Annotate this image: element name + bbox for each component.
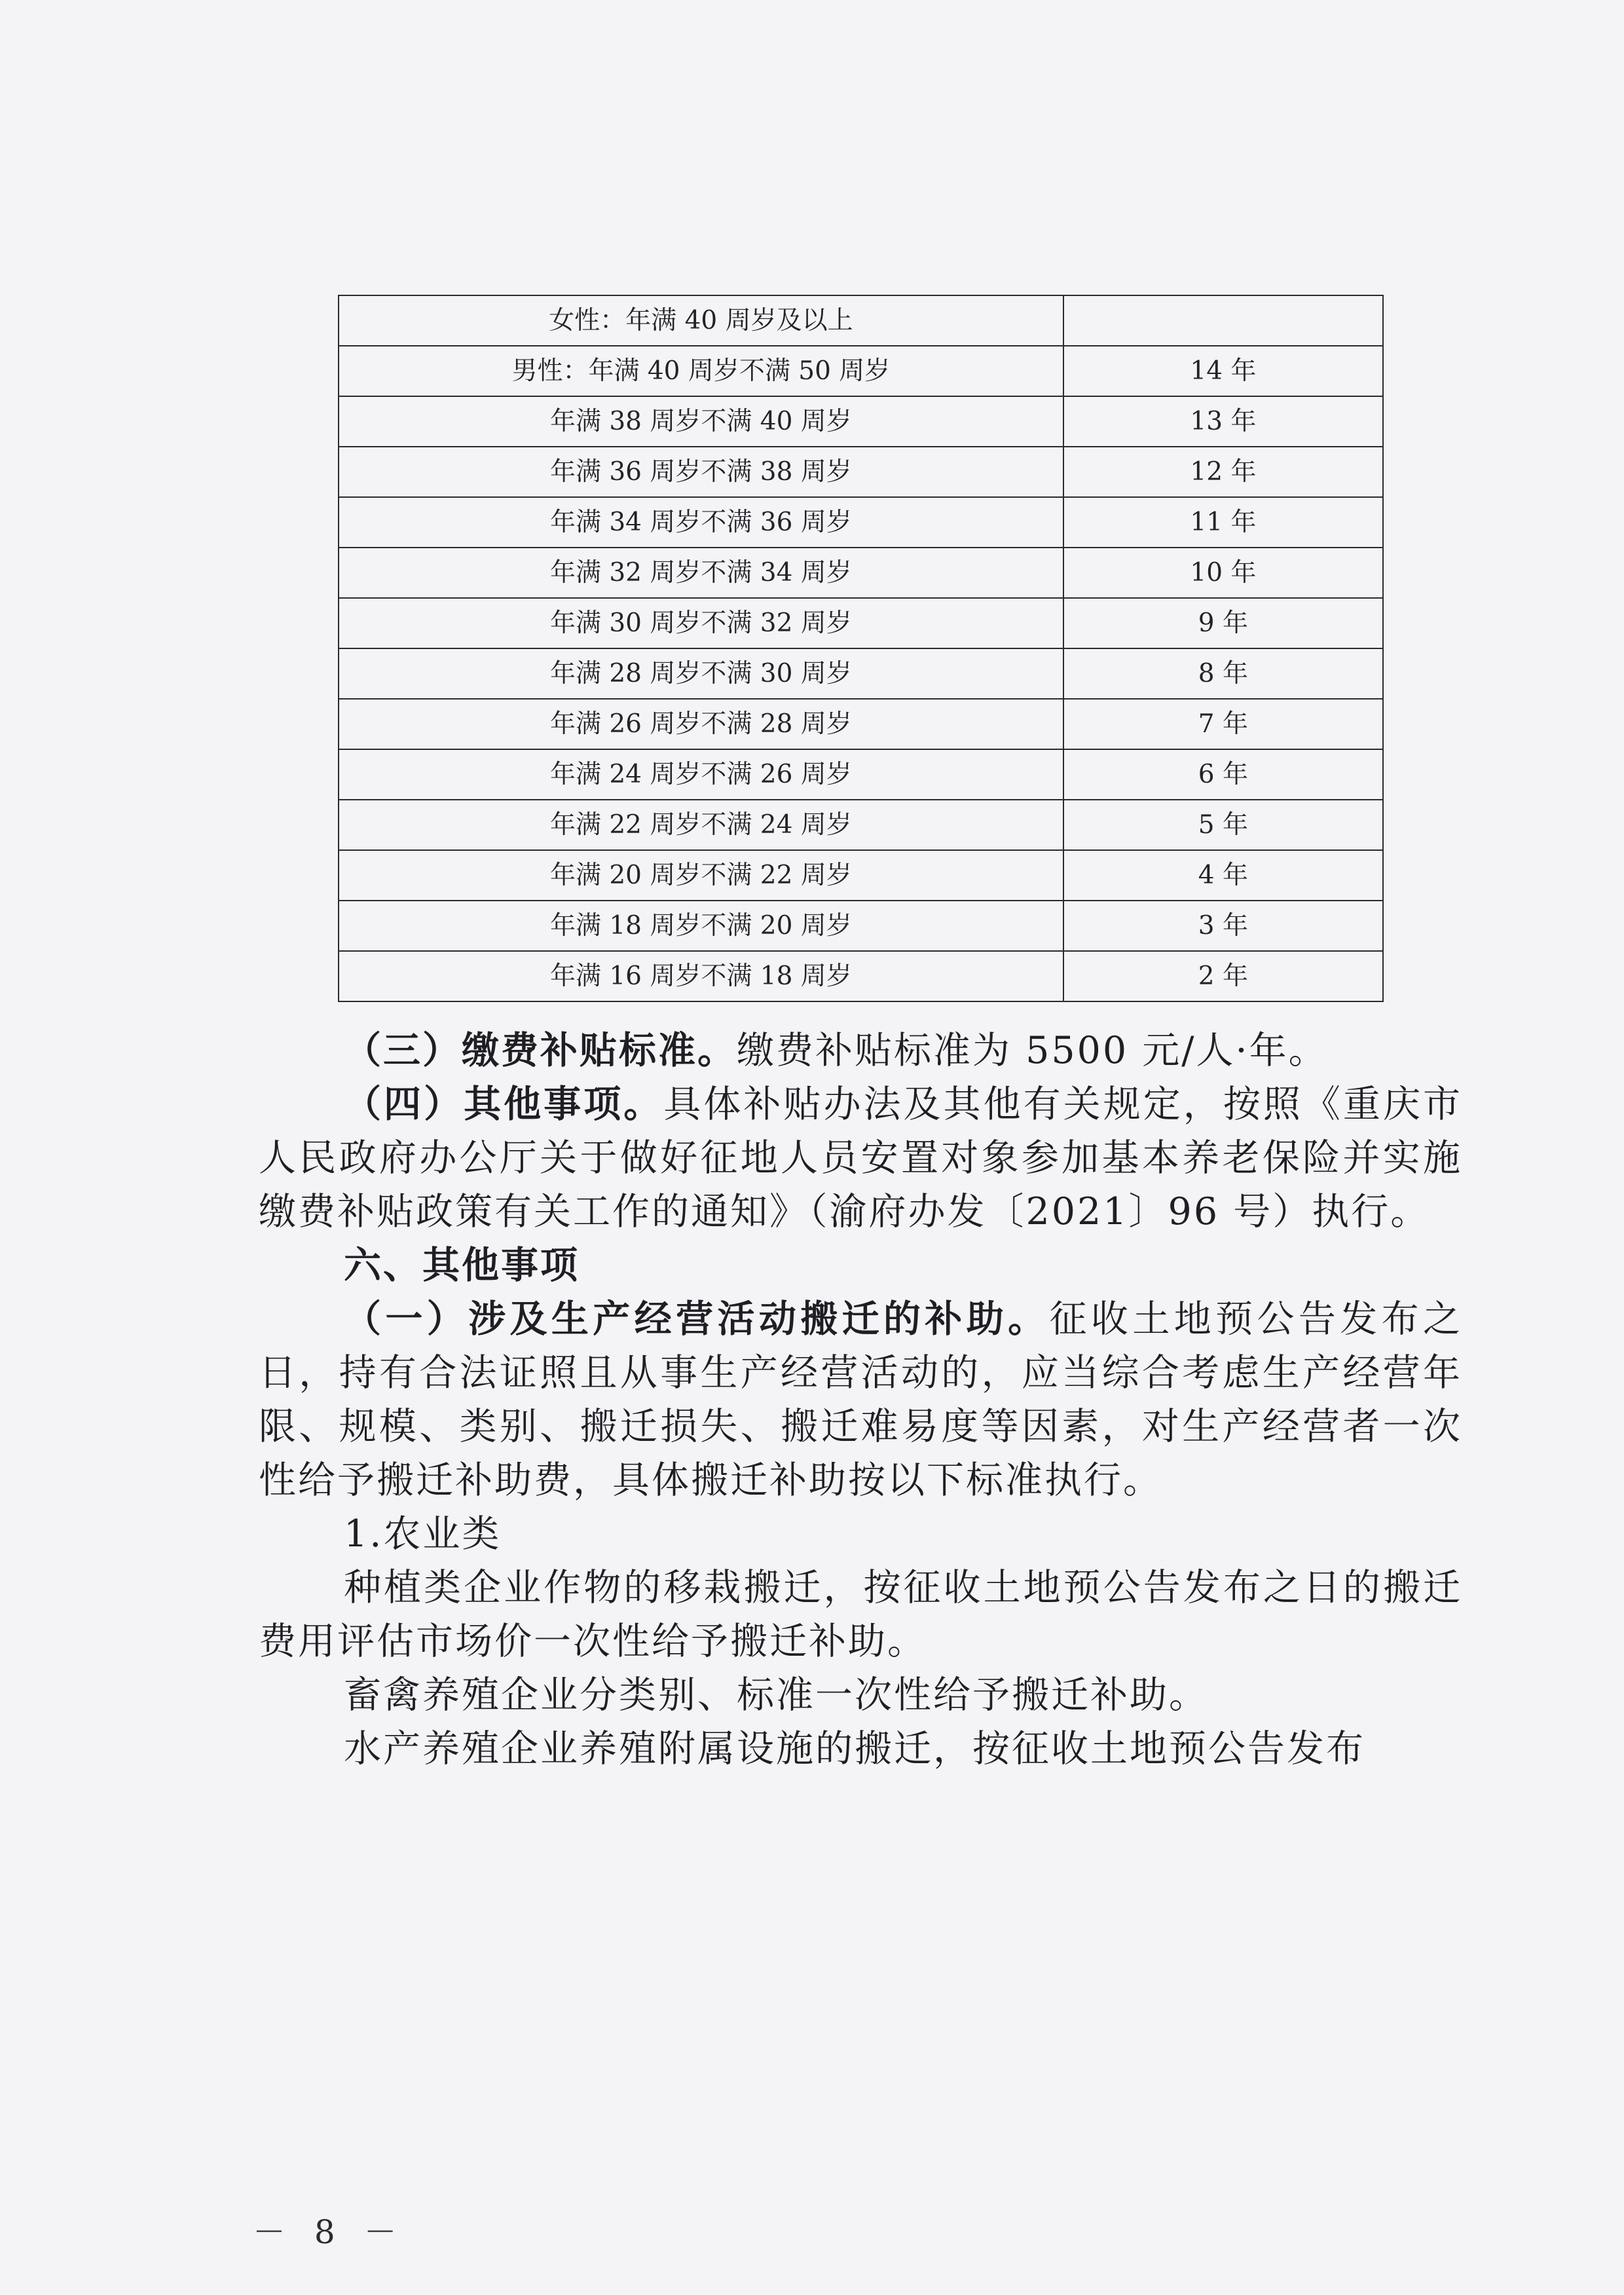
table-row <box>339 447 1383 497</box>
age-range-cell: 年满 24 周岁不满 26 周岁 <box>339 749 1063 800</box>
table-row <box>339 800 1383 850</box>
table-row <box>339 346 1383 396</box>
table-row <box>339 598 1383 648</box>
years-cell: 8 年 <box>1063 648 1383 699</box>
subsidy-standard-text: 缴费补贴标准为 5500 元/人·年。 <box>737 1029 1328 1072</box>
paragraph-aquaculture: 水产养殖企业养殖附属设施的搬迁，按征收土地预公告发布 <box>344 1727 1365 1770</box>
years-cell: 12 年 <box>1063 447 1383 497</box>
years-cell: 14 年 <box>1063 346 1383 396</box>
paragraph-planting: 种植类企业作物的移栽搬迁，按征收土地预公告发布之日的搬迁费用评估市场价一次性给予搬迁补助。 <box>259 1566 1462 1663</box>
table-row <box>339 850 1383 901</box>
age-range-cell: 年满 34 周岁不满 36 周岁 <box>339 497 1063 548</box>
paragraph-other-matters <box>259 1077 1462 1239</box>
paragraph-livestock: 畜禽养殖企业分类别、标准一次性给予搬迁补助。 <box>344 1673 1208 1717</box>
age-range-cell: 年满 22 周岁不满 24 周岁 <box>339 800 1063 850</box>
table-row <box>339 901 1383 951</box>
age-range-cell: 年满 26 周岁不满 28 周岁 <box>339 699 1063 749</box>
table-row <box>339 497 1383 548</box>
table-row <box>339 699 1383 749</box>
section-six-title: 六、其他事项 <box>344 1243 580 1287</box>
age-range-cell: 年满 32 周岁不满 34 周岁 <box>339 548 1063 598</box>
page-number: － 8 － <box>253 2213 406 2251</box>
table-row <box>339 396 1383 447</box>
age-range-cell: 男性：年满 40 周岁不满 50 周岁 <box>339 346 1063 396</box>
age-range-cell: 年满 38 周岁不满 40 周岁 <box>339 396 1063 447</box>
years-cell: 11 年 <box>1063 497 1383 548</box>
table-row <box>339 749 1383 800</box>
years-cell: 7 年 <box>1063 699 1383 749</box>
subsidy-standard-heading: （三）缴费补贴标准。 <box>344 1028 737 1072</box>
agriculture-title: 1.农业类 <box>344 1512 502 1556</box>
age-years-table <box>338 295 1384 1002</box>
relocation-subsidy-text: 征收土地预公告发布之日，持有合法证照且从事生产经营活动的，应当综合考虑生产经营年限、规模、类别、搬迁损失、搬迁难易度等因素，对生产经营者一次性给予搬迁补助费，具体搬迁补助按以下标准执行。 <box>259 1297 1463 1502</box>
years-cell: 9 年 <box>1063 598 1383 648</box>
document-body <box>259 1024 1462 1776</box>
paragraph-relocation-subsidy <box>259 1292 1462 1507</box>
years-cell: 4 年 <box>1063 850 1383 901</box>
age-range-cell: 年满 28 周岁不满 30 周岁 <box>339 648 1063 699</box>
years-cell <box>1063 295 1383 346</box>
table-row <box>339 295 1383 346</box>
table-row <box>339 951 1383 1001</box>
age-range-cell: 年满 16 周岁不满 18 周岁 <box>339 951 1063 1001</box>
table-row <box>339 648 1383 699</box>
age-range-cell: 年满 36 周岁不满 38 周岁 <box>339 447 1063 497</box>
years-cell: 5 年 <box>1063 800 1383 850</box>
years-cell: 6 年 <box>1063 749 1383 800</box>
paragraph-subsidy-standard <box>259 1024 1462 1077</box>
table-row <box>339 548 1383 598</box>
table-body <box>339 295 1383 1001</box>
years-cell: 2 年 <box>1063 951 1383 1001</box>
other-matters-heading: （四）其他事项。 <box>344 1082 664 1126</box>
age-range-cell: 年满 18 周岁不满 20 周岁 <box>339 901 1063 951</box>
years-cell: 10 年 <box>1063 548 1383 598</box>
age-years-table-container <box>338 295 1384 1002</box>
relocation-subsidy-heading: （一）涉及生产经营活动搬迁的补助。 <box>344 1297 1050 1341</box>
age-range-cell: 年满 20 周岁不满 22 周岁 <box>339 850 1063 901</box>
other-matters-text: 具体补贴办法及其他有关规定，按照《重庆市人民政府办公厅关于做好征地人员安置对象参加基本养老保险并实施缴费补贴政策有关工作的通知》（渝府办发〔2021〕96 号）执行。 <box>259 1083 1462 1233</box>
years-cell: 13 年 <box>1063 396 1383 447</box>
years-cell: 3 年 <box>1063 901 1383 951</box>
age-range-cell: 女性：年满 40 周岁及以上 <box>339 295 1063 346</box>
age-range-cell: 年满 30 周岁不满 32 周岁 <box>339 598 1063 648</box>
